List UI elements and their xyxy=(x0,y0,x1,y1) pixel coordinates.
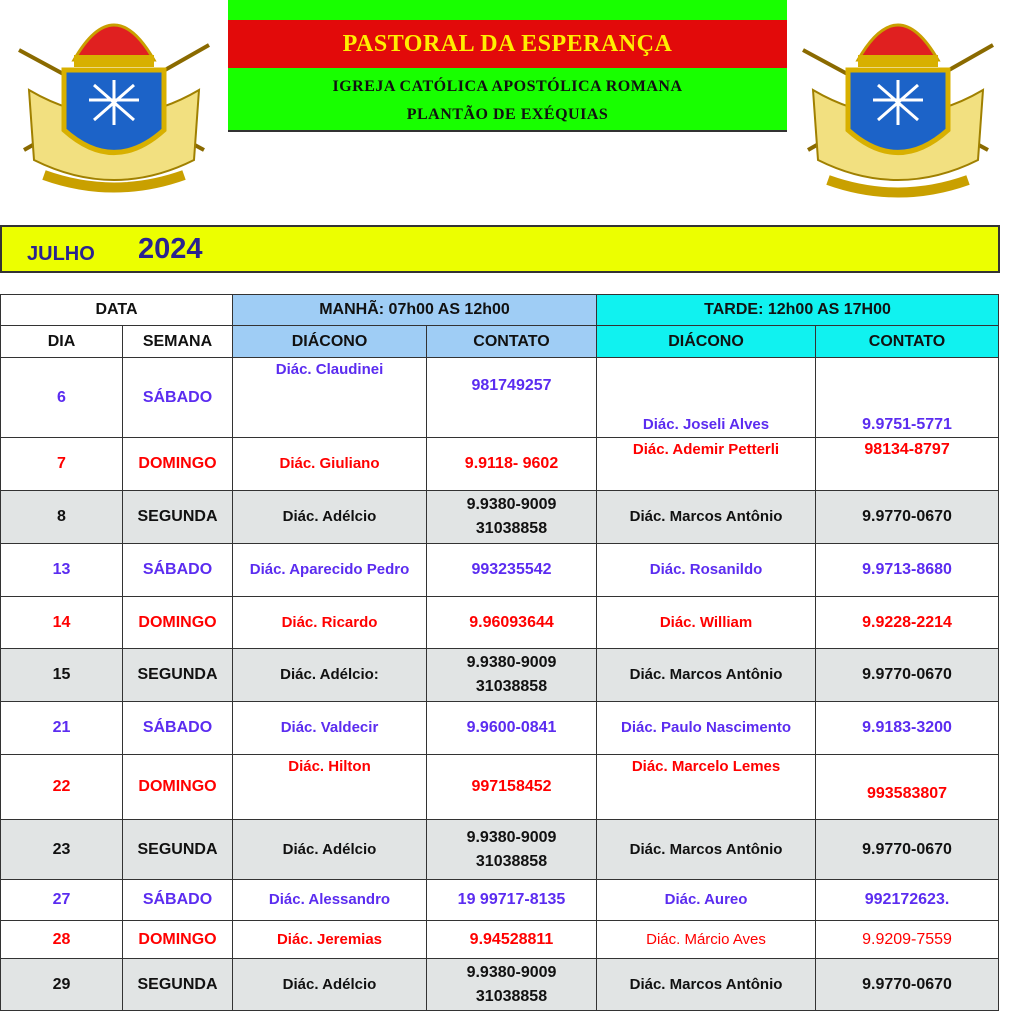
phone-number: 31038858 xyxy=(475,852,548,870)
morning-deacon-cell: Diác. Adélcio xyxy=(233,959,427,1011)
morning-contact-cell xyxy=(427,438,597,491)
phone-number: 31038858 xyxy=(475,520,548,537)
day-cell: 13 xyxy=(1,544,123,597)
afternoon-deacon-cell: Diác. Marcelo Lemes xyxy=(597,755,816,820)
afternoon-contact-cell: 9.9209-7559 xyxy=(816,921,999,959)
day-cell: 27 xyxy=(1,880,123,921)
morning-deacon-cell: Diác. Adélcio xyxy=(233,820,427,880)
morning-deacon-cell: Diác. Valdecir xyxy=(233,702,427,755)
weekday-cell: DOMINGO xyxy=(123,755,233,820)
phone-number: 9.9380-9009 xyxy=(466,654,557,671)
morning-contact-cell xyxy=(427,702,597,755)
afternoon-contact-cell: 9.9183-3200 xyxy=(816,702,999,755)
day-cell: 21 xyxy=(1,702,123,755)
afternoon-deacon-cell: Diác. William xyxy=(597,597,816,649)
afternoon-contact-cell: 993583807 xyxy=(816,755,999,820)
header-diacono-manha: DIÁCONO xyxy=(233,326,427,358)
phone-number: 9.96093644 xyxy=(469,613,554,631)
weekday-cell: SEGUNDA xyxy=(123,491,233,544)
weekday-cell: SEGUNDA xyxy=(123,649,233,702)
phone-number: 9.9380-9009 xyxy=(466,963,557,981)
afternoon-contact-cell: 98134-8797 xyxy=(816,438,999,491)
phone-number: 9.9380-9009 xyxy=(466,828,557,846)
header-contato-tarde: CONTATO xyxy=(816,326,999,358)
phone-number: 993235542 xyxy=(471,561,552,578)
year-label: 2024 xyxy=(138,233,203,265)
morning-deacon-cell: Diác. Aparecido Pedro xyxy=(233,544,427,597)
morning-deacon-cell: Diác. Alessandro xyxy=(233,880,427,921)
day-cell: 22 xyxy=(1,755,123,820)
table-row xyxy=(1,597,999,649)
day-cell: 14 xyxy=(1,597,123,649)
archdiocese-crest-left xyxy=(4,0,224,200)
afternoon-deacon-cell: Diác. Joseli Alves xyxy=(597,358,816,438)
table-row xyxy=(1,649,999,702)
afternoon-contact-cell: 992172623. xyxy=(816,880,999,921)
weekday-cell: SÁBADO xyxy=(123,880,233,921)
morning-contact-cell xyxy=(427,959,597,1011)
morning-deacon-cell: Diác. Ricardo xyxy=(233,597,427,649)
table-row xyxy=(1,358,999,438)
table-row xyxy=(1,880,999,921)
table-row xyxy=(1,755,999,820)
table-row xyxy=(1,544,999,597)
morning-deacon-cell: Diác. Claudinei xyxy=(233,358,427,438)
morning-contact-cell xyxy=(427,491,597,544)
phone-number: 9.9380-9009 xyxy=(466,496,557,513)
day-cell: 6 xyxy=(1,358,123,438)
morning-contact-cell xyxy=(427,544,597,597)
weekday-cell: SÁBADO xyxy=(123,702,233,755)
phone-number: 9.9600-0841 xyxy=(466,719,557,736)
church-name: IGREJA CATÓLICA APOSTÓLICA ROMANA xyxy=(332,78,683,95)
afternoon-deacon-cell: Diác. Aureo xyxy=(597,880,816,921)
day-cell: 8 xyxy=(1,491,123,544)
afternoon-deacon-cell: Diác. Marcos Antônio xyxy=(597,820,816,880)
afternoon-deacon-cell: Diác. Marcos Antônio xyxy=(597,959,816,1011)
schedule-table xyxy=(0,294,999,1011)
table-row xyxy=(1,820,999,880)
afternoon-contact-cell: 9.9751-5771 xyxy=(816,358,999,438)
month-bar xyxy=(0,225,1000,273)
afternoon-deacon-cell: Diác. Marcos Antônio xyxy=(597,649,816,702)
morning-deacon-cell: Diác. Adélcio: xyxy=(233,649,427,702)
table-row xyxy=(1,702,999,755)
table-row xyxy=(1,921,999,959)
header-tarde: TARDE: 12h00 AS 17H00 xyxy=(597,295,999,326)
morning-deacon-cell: Diác. Hilton xyxy=(233,755,427,820)
header-data: DATA xyxy=(1,295,233,326)
header-diacono-tarde: DIÁCONO xyxy=(597,326,816,358)
title-strip xyxy=(228,20,787,68)
phone-number: 981749257 xyxy=(471,377,552,394)
page-title: PASTORAL DA ESPERANÇA xyxy=(342,30,673,57)
weekday-cell: DOMINGO xyxy=(123,597,233,649)
header-semana: SEMANA xyxy=(123,326,233,358)
header-banner xyxy=(228,0,787,132)
afternoon-deacon-cell: Diác. Paulo Nascimento xyxy=(597,702,816,755)
morning-contact-cell xyxy=(427,755,597,820)
morning-contact-cell xyxy=(427,880,597,921)
morning-contact-cell xyxy=(427,649,597,702)
afternoon-contact-cell: 9.9770-0670 xyxy=(816,820,999,880)
morning-contact-cell xyxy=(427,597,597,649)
table-row xyxy=(1,959,999,1011)
morning-deacon-cell: Diác. Jeremias xyxy=(233,921,427,959)
afternoon-contact-cell: 9.9770-0670 xyxy=(816,491,999,544)
schedule-subtitle: PLANTÃO DE EXÉQUIAS xyxy=(406,106,609,123)
month-label: JULHO xyxy=(27,243,95,265)
table-row xyxy=(1,438,999,491)
phone-number: 9.9118- 9602 xyxy=(464,455,559,472)
header-contato-manha: CONTATO xyxy=(427,326,597,358)
weekday-cell: DOMINGO xyxy=(123,921,233,959)
phone-number: 31038858 xyxy=(475,678,548,695)
phone-number: 997158452 xyxy=(471,778,552,795)
morning-deacon-cell: Diác. Giuliano xyxy=(233,438,427,491)
afternoon-contact-cell: 9.9228-2214 xyxy=(816,597,999,649)
afternoon-contact-cell: 9.9713-8680 xyxy=(816,544,999,597)
day-cell: 23 xyxy=(1,820,123,880)
afternoon-deacon-cell: Diác. Rosanildo xyxy=(597,544,816,597)
archdiocese-crest-right xyxy=(788,0,1008,210)
afternoon-contact-cell: 9.9770-0670 xyxy=(816,959,999,1011)
phone-number: 9.94528811 xyxy=(469,930,554,948)
table-row xyxy=(1,491,999,544)
phone-number: 31038858 xyxy=(475,987,548,1005)
afternoon-deacon-cell: Diác. Ademir Petterli xyxy=(597,438,816,491)
day-cell: 15 xyxy=(1,649,123,702)
weekday-cell: SEGUNDA xyxy=(123,959,233,1011)
afternoon-contact-cell: 9.9770-0670 xyxy=(816,649,999,702)
weekday-cell: SEGUNDA xyxy=(123,820,233,880)
weekday-cell: SÁBADO xyxy=(123,544,233,597)
weekday-cell: SÁBADO xyxy=(123,358,233,438)
afternoon-deacon-cell: Diác. Marcos Antônio xyxy=(597,491,816,544)
afternoon-deacon-cell: Diác. Márcio Aves xyxy=(597,921,816,959)
header-manha: MANHÃ: 07h00 AS 12h00 xyxy=(233,295,597,326)
morning-contact-cell xyxy=(427,358,597,438)
morning-deacon-cell: Diác. Adélcio xyxy=(233,491,427,544)
phone-number: 19 99717-8135 xyxy=(457,891,566,908)
header-dia: DIA xyxy=(1,326,123,358)
day-cell: 28 xyxy=(1,921,123,959)
morning-contact-cell xyxy=(427,921,597,959)
day-cell: 7 xyxy=(1,438,123,491)
morning-contact-cell xyxy=(427,820,597,880)
day-cell: 29 xyxy=(1,959,123,1011)
weekday-cell: DOMINGO xyxy=(123,438,233,491)
